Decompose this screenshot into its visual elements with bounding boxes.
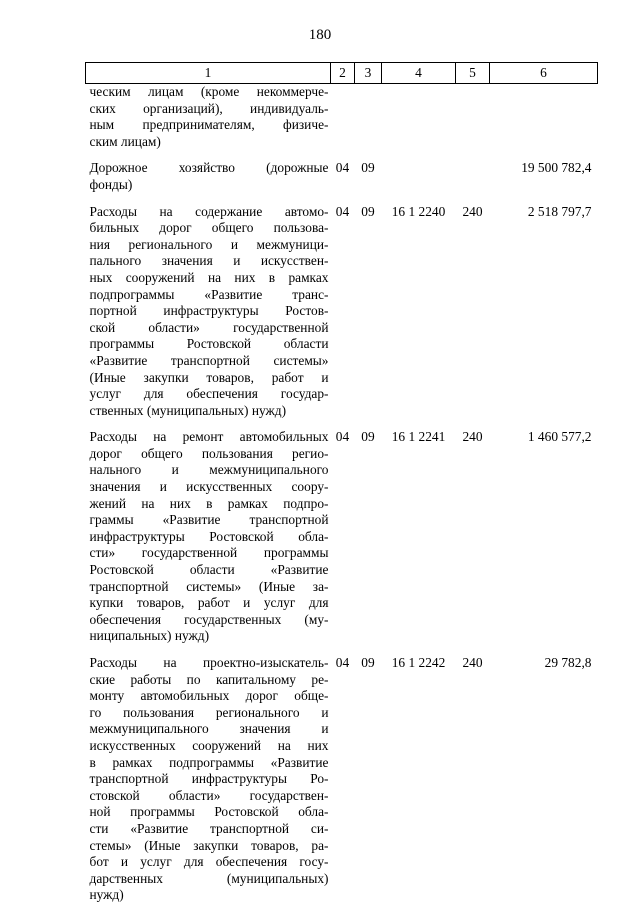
table-body xyxy=(86,84,598,904)
table-row xyxy=(86,204,598,420)
description-line: искусственных сооружений на них xyxy=(89,737,329,753)
description-line: ния регионального и межмуници- xyxy=(89,236,329,252)
description-line: нального и межмуниципального xyxy=(89,462,329,478)
description-line: ским лицам) xyxy=(89,133,161,149)
subsection-code: 09 xyxy=(361,160,375,176)
expense-description xyxy=(86,204,331,420)
description-line: транспортной инфраструктуры Ро- xyxy=(89,771,329,787)
table-row xyxy=(86,429,598,645)
budget-table xyxy=(85,62,598,904)
row-spacer xyxy=(86,150,598,160)
section-code: 04 xyxy=(335,655,350,670)
description-line: граммы «Развитие транспортной xyxy=(89,512,329,528)
description-line: дорог общего пользования регио- xyxy=(89,445,329,461)
description-line: сти «Развитие транспортной си- xyxy=(89,820,329,836)
amount xyxy=(490,84,598,151)
amount: 2 518 797,7 xyxy=(527,203,592,219)
description-line: стовской области» государствен- xyxy=(89,787,329,803)
description-line: Расходы на содержание автомо- xyxy=(89,203,329,219)
description-line: нужд) xyxy=(89,887,124,903)
description-line: «Развитие транспортной системы» xyxy=(89,352,329,368)
row-spacer xyxy=(86,419,598,429)
section-code xyxy=(331,84,355,151)
description-line: транспортной системы» (Иные за- xyxy=(89,578,329,594)
target-article-code: 16 1 2242 xyxy=(391,655,446,670)
section-code: 04 xyxy=(335,203,350,219)
description-line: значения и искусственных соору- xyxy=(89,479,329,495)
description-line: монту автомобильных дорог обще- xyxy=(89,688,329,704)
expense-type-code: 240 xyxy=(462,203,483,219)
description-line: стемы» (Иные закупки товаров, ра- xyxy=(89,837,329,853)
description-line: услуг для обеспечения государ- xyxy=(89,386,329,402)
expense-description xyxy=(86,429,331,645)
row-spacer xyxy=(86,645,598,655)
description-line: го пользования регионального и xyxy=(89,704,329,720)
expense-description xyxy=(86,160,331,193)
table-row xyxy=(86,655,598,904)
amount: 29 782,8 xyxy=(544,655,592,670)
description-line: инфраструктуры Ростовской обла- xyxy=(89,528,329,544)
description-line: ственных (муниципальных) нужд) xyxy=(89,402,287,418)
description-line: ских организаций), индивидуаль- xyxy=(89,100,329,116)
description-line: ных сооружений на них в рамках xyxy=(89,269,329,285)
subsection-code: 09 xyxy=(361,203,375,219)
header-col-1: 1 xyxy=(86,63,331,84)
description-line: программы Ростовской области xyxy=(89,336,329,352)
description-line: жений на них в рамках подпро- xyxy=(89,495,329,511)
description-line: подпрограммы «Развитие транс- xyxy=(89,286,329,302)
table-row xyxy=(86,160,598,193)
description-line: Дорожное хозяйство (дорожные xyxy=(89,160,329,176)
description-line: межмуниципального значения и xyxy=(89,721,329,737)
description-line: ной программы Ростовской обла- xyxy=(89,804,329,820)
target-article-code: 16 1 2240 xyxy=(391,203,446,219)
description-line: фонды) xyxy=(89,176,133,192)
expense-description xyxy=(86,84,331,151)
description-line: ным предпринимателям, физиче- xyxy=(89,117,329,133)
header-col-2: 2 xyxy=(331,63,355,84)
section-code: 04 xyxy=(335,429,350,445)
description-line: в рамках подпрограммы «Развитие xyxy=(89,754,329,770)
header-col-6: 6 xyxy=(490,63,598,84)
expense-type-code xyxy=(456,84,490,151)
description-line: сти» государственной программы xyxy=(89,545,329,561)
expense-type-code: 240 xyxy=(462,655,483,670)
section-code: 04 xyxy=(335,160,350,176)
page-number: 180 xyxy=(308,27,332,43)
description-line: бильных дорог общего пользова- xyxy=(89,220,329,236)
description-line: купки товаров, работ и услуг для xyxy=(89,595,329,611)
subsection-code xyxy=(355,84,382,151)
expense-type-code: 240 xyxy=(462,429,483,445)
table-header xyxy=(86,63,598,84)
expense-description xyxy=(86,655,331,904)
description-line: ниципальных) нужд) xyxy=(89,628,210,644)
description-line: портной инфраструктуры Ростов- xyxy=(89,303,329,319)
description-line: ческим лицам (кроме некоммерче- xyxy=(89,84,329,99)
amount: 19 500 782,4 xyxy=(521,160,592,176)
subsection-code: 09 xyxy=(361,429,375,445)
header-col-5: 5 xyxy=(456,63,490,84)
description-line: Расходы на проектно-изыскатель- xyxy=(89,655,329,670)
table-row xyxy=(86,84,598,151)
target-article-code xyxy=(382,160,456,193)
description-line: ской области» государственной xyxy=(89,319,329,335)
description-line: бот и услуг для обеспечения госу- xyxy=(89,854,329,870)
description-line: пального значения и искусствен- xyxy=(89,253,329,269)
target-article-code: 16 1 2241 xyxy=(391,429,446,445)
target-article-code xyxy=(382,84,456,151)
header-col-4: 4 xyxy=(382,63,456,84)
description-line: Ростовской области «Развитие xyxy=(89,562,329,578)
row-spacer xyxy=(86,194,598,204)
description-line: (Иные закупки товаров, работ и xyxy=(89,369,329,385)
description-line: Расходы на ремонт автомобильных xyxy=(89,429,329,445)
amount: 1 460 577,2 xyxy=(527,429,592,445)
description-line: дарственных (муниципальных) xyxy=(89,870,329,886)
description-line: обеспечения государственных (му- xyxy=(89,611,329,627)
header-col-3: 3 xyxy=(355,63,382,84)
subsection-code: 09 xyxy=(361,655,375,670)
description-line: ские работы по капитальному ре- xyxy=(89,671,329,687)
expense-type-code xyxy=(456,160,490,193)
